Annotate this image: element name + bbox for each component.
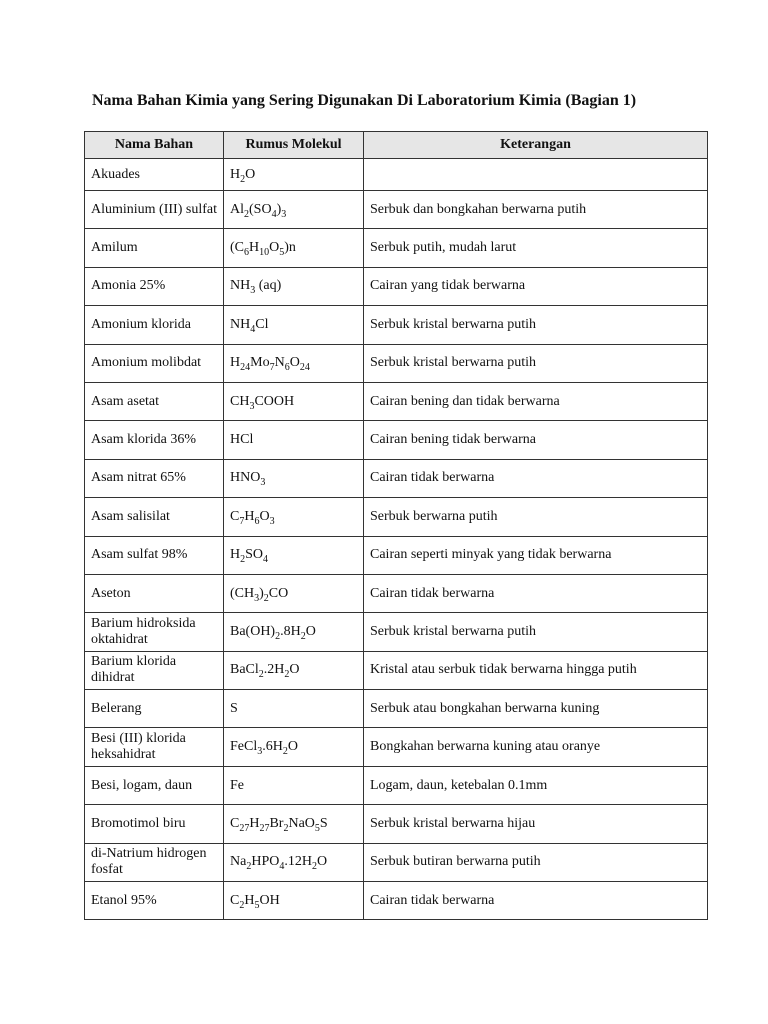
cell-keterangan: Serbuk putih, mudah larut [364,229,708,267]
cell-nama-bahan: Asam sulfat 98% [85,536,224,574]
formula-text: OH [259,892,280,908]
cell-nama-bahan: Asam asetat [85,382,224,420]
cell-nama-bahan: Besi (III) klorida heksahidrat [85,728,224,766]
formula-subscript: 3 [249,400,255,412]
cell-nama-bahan: Etanol 95% [85,882,224,920]
formula-text: .2H [263,662,285,678]
formula-subscript: 24 [299,362,310,374]
cell-rumus-molekul [224,613,364,651]
formula-text: Fe [230,777,244,793]
cell-rumus-molekul [224,191,364,229]
formula-text: Mo [250,355,270,371]
cell-nama-bahan: Asam salisilat [85,498,224,536]
cell-keterangan: Serbuk butiran berwarna putih [364,843,708,881]
cell-nama-bahan: Barium klorida dihidrat [85,651,224,689]
cell-nama-bahan: Aseton [85,574,224,612]
formula-text: H [230,166,241,182]
cell-nama-bahan: Asam nitrat 65% [85,459,224,497]
table-row [85,306,708,344]
formula-text: C [230,508,240,524]
formula-text: O [245,166,256,182]
formula-text: C [230,815,240,831]
formula-subscript: 2 [263,592,269,604]
formula-subscript: 27 [239,822,250,834]
table-row [85,536,708,574]
formula-text: FeCl [230,739,258,755]
formula-subscript: 2 [311,861,317,873]
page-title: Nama Bahan Kimia yang Sering Digunakan Di Laboratorium Kimia (Bagian 1) [92,92,637,109]
formula-subscript: 2 [258,669,264,681]
cell-keterangan: Cairan tidak berwarna [364,574,708,612]
formula-text: O [287,739,298,755]
cell-keterangan: Serbuk kristal berwarna putih [364,306,708,344]
header-keterangan: Keterangan [364,132,708,159]
formula-subscript: 3 [257,746,263,758]
cell-nama-bahan: Akuades [85,159,224,191]
formula-subscript: 2 [244,208,249,220]
cell-nama-bahan: Asam klorida 36% [85,421,224,459]
table-row [85,882,708,920]
formula-text: ) [276,201,282,217]
formula-subscript: 3 [281,208,287,220]
formula-text: Cl [255,316,269,332]
formula-text: (CH [230,585,255,601]
formula-text: Ba(OH) [230,623,276,639]
formula-text: H [244,892,255,908]
cell-nama-bahan: di-Natrium hidrogen fosfat [85,843,224,881]
cell-rumus-molekul [224,574,364,612]
formula-subscript: 4 [250,323,256,335]
table-row [85,421,708,459]
formula-text: H [244,508,255,524]
formula-text: (C [230,240,244,256]
formula-text: Al [230,201,244,217]
formula-text: O [305,623,316,639]
formula-subscript: 6 [244,247,249,259]
cell-rumus-molekul [224,159,364,191]
cell-rumus-molekul [224,306,364,344]
cell-nama-bahan: Amonia 25% [85,267,224,305]
formula-subscript: 2 [246,861,252,873]
table-row [85,651,708,689]
cell-rumus-molekul [224,882,364,920]
formula-text: ) [259,585,264,601]
formula-text: O [289,662,300,678]
formula-subscript: 2 [275,630,281,642]
formula-text: )n [284,240,296,256]
table-row [85,613,708,651]
formula-subscript: 2 [300,630,306,642]
formula-text: .8H [280,623,301,639]
formula-text: .6H [262,739,283,755]
cell-nama-bahan: Besi, logam, daun [85,766,224,804]
formula-subscript: 2 [240,173,246,185]
cell-keterangan: Cairan seperti minyak yang tidak berwarna [364,536,708,574]
formula-subscript: 4 [279,861,285,873]
formula-text: NH [230,278,251,294]
cell-keterangan: Bongkahan berwarna kuning atau oranye [364,728,708,766]
formula-text: O [259,508,270,524]
cell-nama-bahan: Amonium molibdat [85,344,224,382]
table-row [85,498,708,536]
cell-keterangan: Serbuk kristal berwarna putih [364,613,708,651]
formula-subscript: 2 [282,746,288,758]
chemicals-table [84,131,708,920]
cell-keterangan: Kristal atau serbuk tidak berwarna hingga putih [364,651,708,689]
cell-keterangan: Serbuk atau bongkahan berwarna kuning [364,690,708,728]
cell-rumus-molekul [224,498,364,536]
formula-subscript: 24 [240,362,251,374]
formula-subscript: 7 [239,515,245,527]
formula-text: HPO [251,854,280,870]
formula-text: NaO [288,815,315,831]
table-row [85,766,708,804]
cell-nama-bahan: Amonium klorida [85,306,224,344]
formula-subscript: 6 [284,362,290,374]
formula-text: S [230,700,238,716]
formula-text: SO [245,547,264,563]
cell-keterangan: Cairan bening dan tidak berwarna [364,382,708,420]
formula-text: HNO [230,470,261,486]
table-row [85,382,708,420]
formula-text: H [249,240,260,256]
cell-keterangan: Cairan tidak berwarna [364,882,708,920]
formula-text: N [274,355,285,371]
cell-rumus-molekul [224,344,364,382]
formula-text: C [230,892,240,908]
cell-keterangan: Cairan tidak berwarna [364,459,708,497]
cell-rumus-molekul [224,728,364,766]
formula-text: H [230,547,241,563]
cell-keterangan: Serbuk kristal berwarna hijau [364,805,708,843]
formula-subscript: 5 [254,899,260,911]
formula-subscript: 6 [254,515,260,527]
header-nama-bahan: Nama Bahan [85,132,224,159]
cell-rumus-molekul [224,651,364,689]
formula-subscript: 2 [283,822,289,834]
table-row [85,574,708,612]
cell-keterangan: Logam, daun, ketebalan 0.1mm [364,766,708,804]
formula-text: .12H [284,854,312,870]
formula-text: CO [268,585,289,601]
formula-text: Br [269,815,284,831]
formula-subscript: 3 [254,592,260,604]
cell-keterangan: Cairan yang tidak berwarna [364,267,708,305]
cell-rumus-molekul [224,229,364,267]
formula-subscript: 10 [259,247,270,259]
formula-subscript: 27 [259,822,270,834]
table-row [85,690,708,728]
cell-rumus-molekul [224,690,364,728]
formula-text: HCl [230,432,254,448]
formula-text: CH [230,393,250,409]
cell-keterangan: Serbuk kristal berwarna putih [364,344,708,382]
cell-keterangan: Serbuk dan bongkahan berwarna putih [364,191,708,229]
formula-subscript: 4 [271,208,277,220]
cell-rumus-molekul [224,805,364,843]
table-row [85,159,708,191]
formula-text: (SO [249,201,272,217]
formula-subscript: 3 [269,515,275,527]
cell-rumus-molekul [224,459,364,497]
formula-text: S [319,815,328,831]
table-row [85,843,708,881]
cell-nama-bahan: Belerang [85,690,224,728]
formula-text: O [269,240,280,256]
formula-subscript: 5 [279,247,285,259]
formula-subscript: 5 [314,822,320,834]
table-header-row [85,132,708,159]
table-row [85,344,708,382]
formula-subscript: 2 [240,554,246,566]
formula-text: Na [230,854,247,870]
cell-nama-bahan: Aluminium (III) sulfat [85,191,224,229]
cell-keterangan [364,159,708,191]
table-row [85,267,708,305]
formula-subscript: 4 [263,554,269,566]
cell-rumus-molekul [224,421,364,459]
formula-subscript: 2 [284,669,290,681]
formula-text: O [289,355,300,371]
formula-subscript: 7 [269,362,275,374]
cell-rumus-molekul [224,766,364,804]
table-row [85,459,708,497]
formula-text: (aq) [255,278,282,294]
table-row [85,805,708,843]
formula-text: COOH [254,393,295,409]
cell-rumus-molekul [224,843,364,881]
header-rumus-molekul: Rumus Molekul [224,132,364,159]
formula-subscript: 3 [250,285,256,297]
cell-nama-bahan: Bromotimol biru [85,805,224,843]
formula-text: H [249,815,260,831]
formula-text: BaCl [230,662,259,678]
table-row [85,191,708,229]
cell-keterangan: Serbuk berwarna putih [364,498,708,536]
formula-subscript: 2 [239,899,245,911]
cell-keterangan: Cairan bening tidak berwarna [364,421,708,459]
formula-subscript: 3 [260,477,266,489]
cell-rumus-molekul [224,382,364,420]
cell-nama-bahan: Barium hidroksida oktahidrat [85,613,224,651]
table-row [85,728,708,766]
cell-nama-bahan: Amilum [85,229,224,267]
formula-text: O [316,854,328,870]
formula-text: NH [230,316,251,332]
cell-rumus-molekul [224,267,364,305]
table-row [85,229,708,267]
formula-text: H [230,355,241,371]
table-body [85,159,708,920]
cell-rumus-molekul [224,536,364,574]
